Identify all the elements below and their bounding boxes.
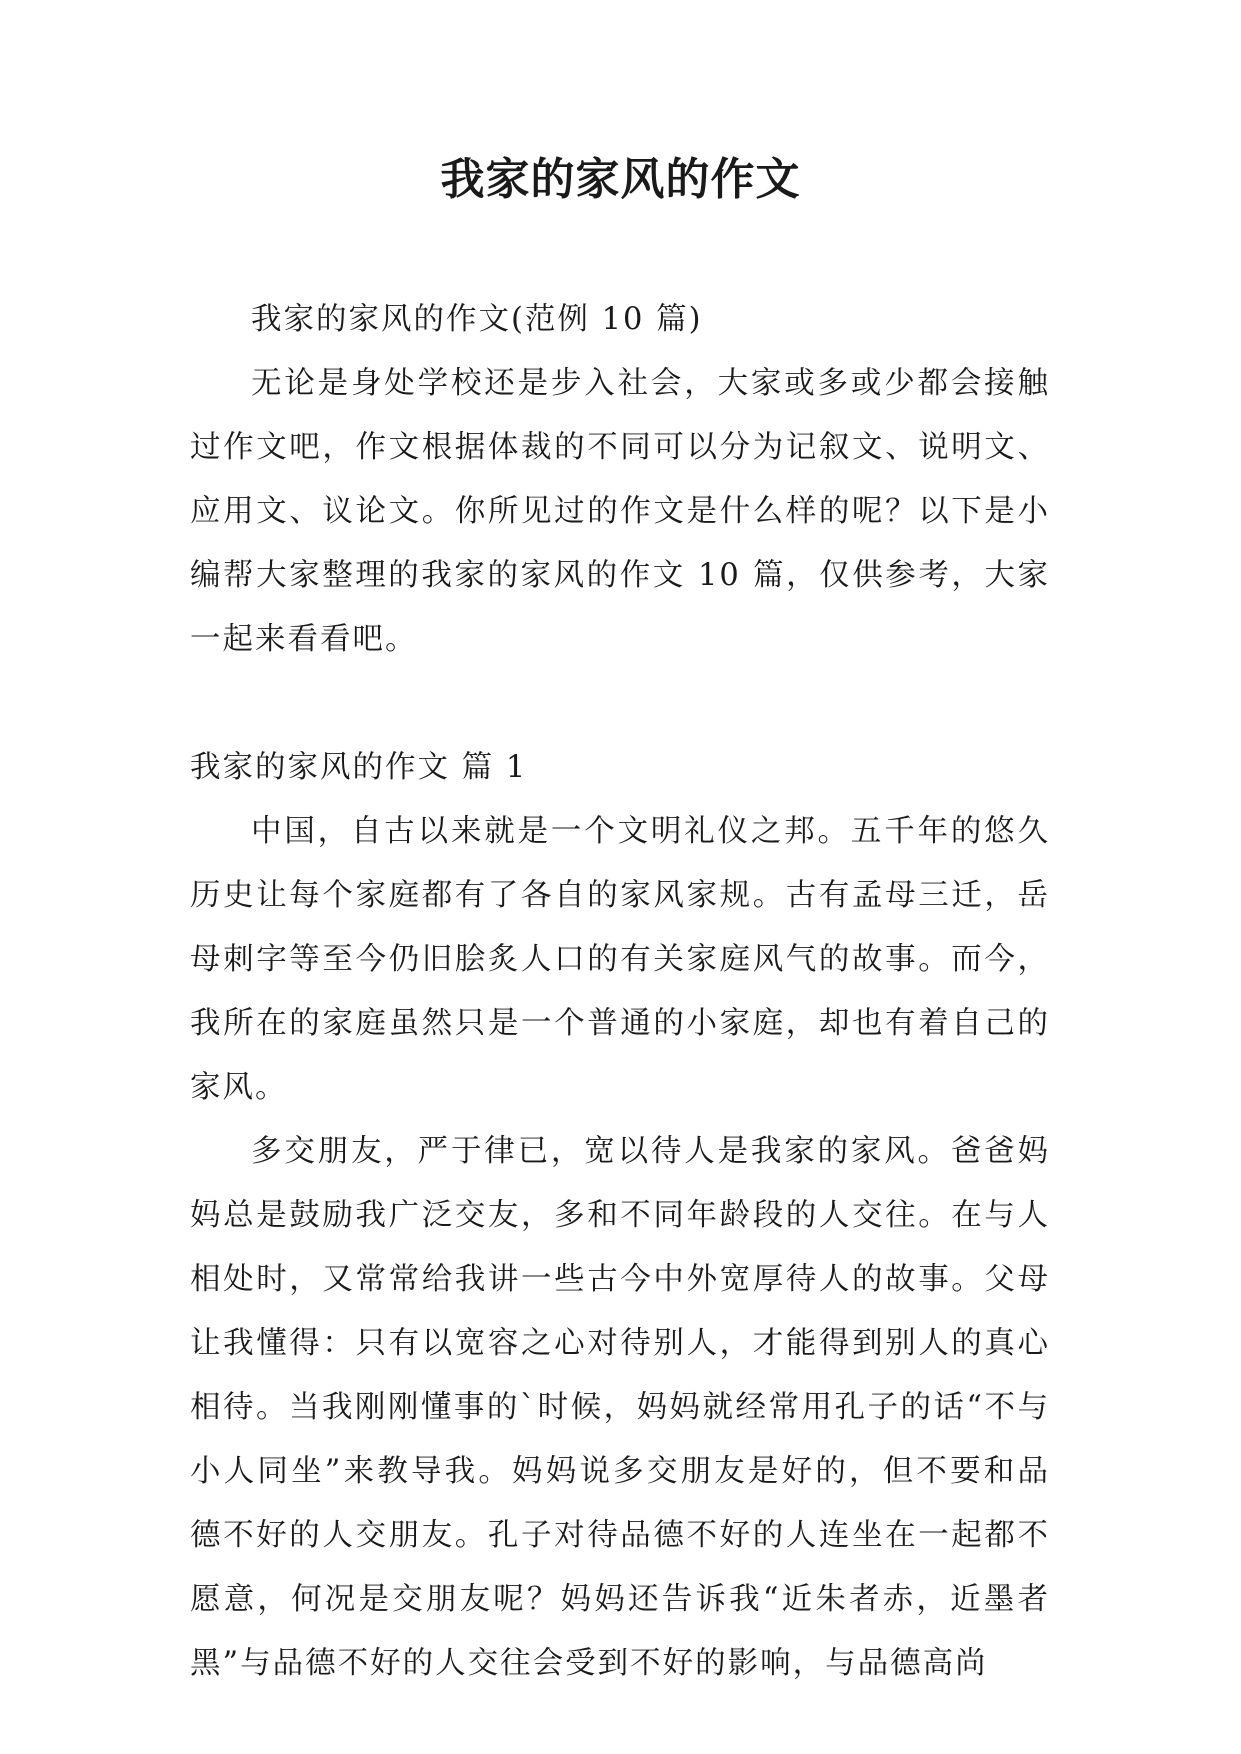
intro-paragraph: 无论是身处学校还是步入社会，大家或多或少都会接触过作文吧，作文根据体裁的不同可以分为记叙文、说明文、应用文、议论文。你所见过的作文是什么样的呢？以下是小编帮大家整理的我家的家风的作文 10 篇，仅供参考，大家一起来看看吧。 — [190, 366, 1050, 657]
document-body — [190, 288, 1050, 1696]
section-heading: 我家的家风的作文 篇 1 — [190, 750, 528, 785]
section-paragraph-2: 多交朋友，严于律已，宽以待人是我家的家风。爸爸妈妈总是鼓励我广泛交友，多和不同年龄段的人交往。在与人相处时，又常常给我讲一些古今中外宽厚待人的故事。父母让我懂得：只有以宽容之心对待别人，才能得到别人的真心相待。当我刚刚懂事的`时候，妈妈就经常用孔子的话“不与小人同坐”来教导我。妈妈说多交朋友是好的，但不要和品德不好的人交朋友。孔子对待品德不好的人连坐在一起都不愿意，何况是交朋友呢？妈妈还告诉我“近朱者赤，近墨者黑”与品德不好的人交往会受到不好的影响，与品德高尚 — [190, 1134, 1050, 1681]
document-subtitle: 我家的家风的作文(范例 10 篇) — [251, 302, 703, 337]
document-title: 我家的家风的作文 — [440, 154, 801, 205]
section-paragraph-1: 中国，自古以来就是一个文明礼仪之邦。五千年的悠久历史让每个家庭都有了各自的家风家规。古有孟母三迁，岳母刺字等至今仍旧脍炙人口的有关家庭风气的故事。而今，我所在的家庭虽然只是一个普通的小家庭，却也有着自己的家风。 — [190, 814, 1050, 1105]
